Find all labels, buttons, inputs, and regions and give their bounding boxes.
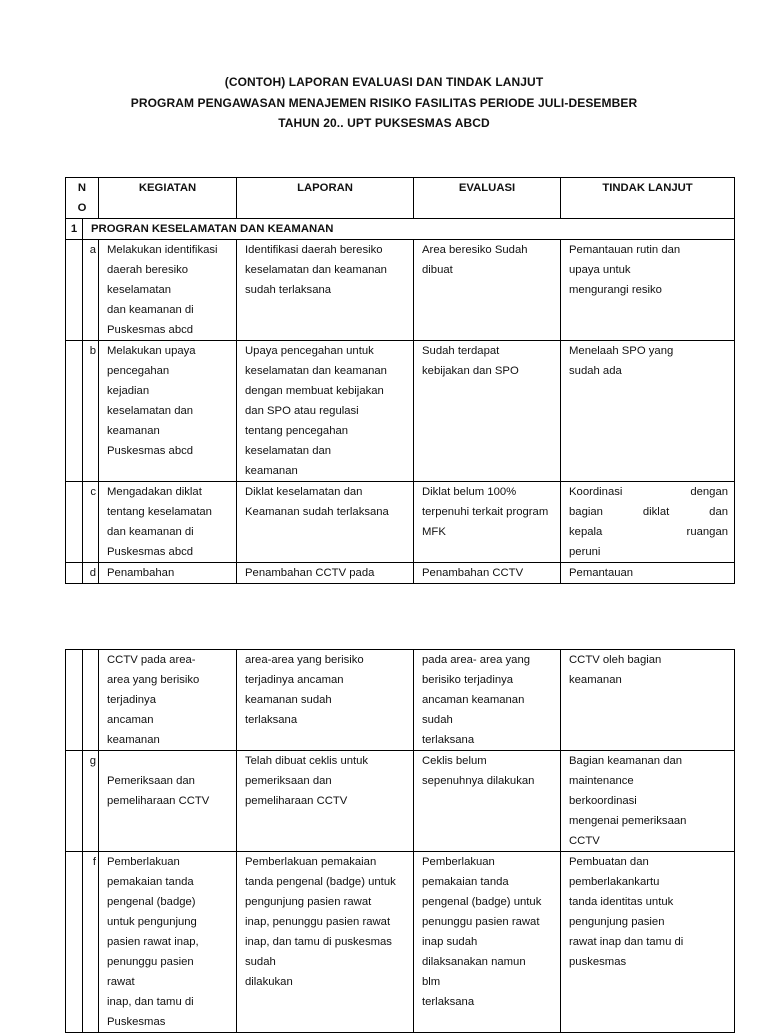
cell-tindak <box>561 240 735 341</box>
row-letter: c <box>83 482 99 563</box>
cell-kegiatan <box>99 650 237 751</box>
cell-line: peruni <box>569 546 601 558</box>
cell-line: Pembuatan dan <box>569 856 649 868</box>
header-no <box>66 178 99 219</box>
cell-line: tentang pencegahan <box>245 425 349 437</box>
cell-line: puskesmas <box>569 956 627 968</box>
cell-line: keselamatan <box>107 284 172 296</box>
cell-line: Upaya pencegahan untuk <box>245 345 374 357</box>
cell-line: sudah ada <box>569 365 622 377</box>
header-no-line-1: N <box>77 182 87 194</box>
row-letter: d <box>83 563 99 584</box>
row-number-cell <box>66 650 83 751</box>
cell-laporan <box>237 563 414 584</box>
cell-line: MFK <box>422 526 446 538</box>
cell-evaluasi <box>414 650 561 751</box>
cell-tindak <box>561 650 735 751</box>
cell-line: CCTV pada area- <box>107 654 196 666</box>
cell-line: keamanan <box>569 674 622 686</box>
table-header-row <box>66 178 735 219</box>
cell-line: terlaksana <box>245 714 298 726</box>
cell-line: pemakaian tanda <box>422 876 509 888</box>
cell-line: sudah <box>422 714 453 726</box>
cell-line: keselamatan dan keamanan <box>245 264 387 276</box>
cell-line: mengenai pemeriksaan <box>569 815 687 827</box>
cell-line: pengenal (badge) untuk <box>422 896 542 908</box>
cell-kegiatan <box>99 751 237 852</box>
cell-line: penunggu pasien rawat <box>422 916 540 928</box>
row-number-cell <box>66 852 83 1033</box>
cell-line: terlaksana <box>422 996 475 1008</box>
header-tindak-lanjut: TINDAK LANJUT <box>561 178 735 219</box>
evaluation-table-page-1 <box>65 177 735 584</box>
cell-line: terjadinya <box>107 694 156 706</box>
cell-line: tanda pengenal (badge) untuk <box>245 876 396 888</box>
cell-line: Bagian keamanan dan <box>569 755 683 767</box>
cell-line: Pemberlakuan <box>422 856 495 868</box>
report-title-line-2: PROGRAM PENGAWASAN MENAJEMEN RISIKO FASILITAS PERIODE JULI-DESEMBER <box>130 96 638 110</box>
cell-line: inap, dan tamu di puskesmas <box>245 936 392 948</box>
cell-evaluasi <box>414 240 561 341</box>
cell-line: Diklat keselamatan dan <box>245 486 363 498</box>
cell-line: ancaman keamanan <box>422 694 525 706</box>
cell-kegiatan <box>99 563 237 584</box>
cell-line: keamanan <box>107 425 160 437</box>
header-kegiatan: KEGIATAN <box>99 178 237 219</box>
cell-line: Menelaah SPO yang <box>569 345 674 357</box>
header-evaluasi: EVALUASI <box>414 178 561 219</box>
row-number-cell <box>66 751 83 852</box>
cell-line: daerah beresiko <box>107 264 189 276</box>
cell-line: keamanan <box>245 465 298 477</box>
cell-line: Sudah terdapat <box>422 345 500 357</box>
cell-laporan <box>237 852 414 1033</box>
cell-evaluasi <box>414 563 561 584</box>
cell-line: CCTV oleh bagian <box>569 654 662 666</box>
cell-line: penunggu pasien <box>107 956 194 968</box>
cell-line: pemeriksaan dan <box>245 775 332 787</box>
cell-line: pengenal (badge) <box>107 896 196 908</box>
cell-line: inap, penunggu pasien rawat <box>245 916 391 928</box>
cell-laporan <box>237 240 414 341</box>
cell-line: maintenance <box>569 775 634 787</box>
cell-line: Koordinasi dengan <box>569 486 729 498</box>
cell-tindak <box>561 341 735 482</box>
cell-line: dan keamanan di <box>107 304 194 316</box>
cell-line: Ceklis belum <box>422 755 487 767</box>
row-number-cell <box>66 341 83 482</box>
cell-line: pengunjung pasien <box>569 916 665 928</box>
table-row <box>66 650 735 751</box>
evaluation-table-page-2 <box>65 649 735 1033</box>
cell-line: terlaksana <box>422 734 475 746</box>
cell-line: pemberlakankartu <box>569 876 660 888</box>
cell-line: Pemantauan rutin dan <box>569 244 681 256</box>
cell-line: sudah terlaksana <box>245 284 332 296</box>
header-no-line-2: O <box>77 202 87 214</box>
cell-line: pemeliharaan CCTV <box>107 795 210 807</box>
cell-line: keselamatan dan keamanan <box>245 365 387 377</box>
cell-line: terjadinya ancaman <box>245 674 344 686</box>
cell-tindak <box>561 852 735 1033</box>
table-row <box>66 751 735 852</box>
cell-line: dan keamanan di <box>107 526 194 538</box>
cell-laporan <box>237 650 414 751</box>
cell-evaluasi <box>414 852 561 1033</box>
cell-line: ancaman <box>107 714 154 726</box>
cell-line: pemakaian tanda <box>107 876 194 888</box>
cell-line: tanda identitas untuk <box>569 896 674 908</box>
row-letter: a <box>83 240 99 341</box>
cell-line: sudah <box>245 956 276 968</box>
cell-line: dibuat <box>422 264 453 276</box>
cell-line: Pemeriksaan dan <box>107 775 195 787</box>
cell-line: Melakukan identifikasi <box>107 244 218 256</box>
cell-line: Penambahan CCTV pada <box>245 567 375 579</box>
cell-line: Penambahan <box>107 567 175 579</box>
cell-line: kepala ruangan <box>569 526 729 538</box>
section-title: PROGRAN KESELAMATAN DAN KEAMANAN <box>83 219 735 240</box>
table-row <box>66 852 735 1033</box>
section-row <box>66 219 735 240</box>
cell-line: inap, dan tamu di <box>107 996 194 1008</box>
cell-line: bagian diklat dan <box>569 506 729 518</box>
cell-laporan <box>237 341 414 482</box>
cell-evaluasi <box>414 482 561 563</box>
cell-line: keselamatan dan <box>107 405 194 417</box>
table-row <box>66 563 735 584</box>
cell-line: mengurangi resiko <box>569 284 662 296</box>
cell-line: dilakukan <box>245 976 293 988</box>
cell-line: keamanan <box>107 734 160 746</box>
cell-line: Puskesmas <box>107 1016 166 1028</box>
cell-line: pengunjung pasien rawat <box>245 896 372 908</box>
cell-line: kebijakan dan SPO <box>422 365 519 377</box>
cell-tindak <box>561 751 735 852</box>
row-number-cell <box>66 563 83 584</box>
cell-line: Pemberlakuan <box>107 856 180 868</box>
cell-line: dan SPO atau regulasi <box>245 405 359 417</box>
report-title-line-3: TAHUN 20.. UPT PUKSESMAS ABCD <box>278 116 490 130</box>
header-laporan: LAPORAN <box>237 178 414 219</box>
cell-line: Penambahan CCTV <box>422 567 524 579</box>
cell-line: sepenuhnya dilakukan <box>422 775 535 787</box>
cell-line: berkoordinasi <box>569 795 637 807</box>
cell-line: blm <box>422 976 441 988</box>
cell-line: dilaksanakan namun <box>422 956 526 968</box>
table-row <box>66 240 735 341</box>
cell-line: berisiko terjadinya <box>422 674 514 686</box>
cell-evaluasi <box>414 341 561 482</box>
cell-line: terpenuhi terkait program <box>422 506 549 518</box>
section-number: 1 <box>66 219 83 240</box>
cell-line: upaya untuk <box>569 264 631 276</box>
cell-line: dengan membuat kebijakan <box>245 385 384 397</box>
cell-line: pencegahan <box>107 365 170 377</box>
cell-line: area-area yang berisiko <box>245 654 364 666</box>
cell-line: tentang keselamatan <box>107 506 212 518</box>
cell-line: Melakukan upaya <box>107 345 196 357</box>
table-row <box>66 341 735 482</box>
cell-line: Pemantauan <box>569 567 634 579</box>
cell-line: Pemberlakuan pemakaian <box>245 856 377 868</box>
row-number-cell <box>66 482 83 563</box>
cell-line: kejadian <box>107 385 150 397</box>
cell-line: CCTV <box>569 835 600 847</box>
cell-evaluasi <box>414 751 561 852</box>
cell-line: Diklat belum 100% <box>422 486 517 498</box>
table-row <box>66 482 735 563</box>
cell-line: Keamanan sudah terlaksana <box>245 506 389 518</box>
cell-line: pasien rawat inap, <box>107 936 199 948</box>
cell-line: rawat <box>107 976 135 988</box>
cell-line: area yang berisiko <box>107 674 200 686</box>
cell-line: Puskesmas abcd <box>107 445 194 457</box>
cell-line: untuk pengunjung <box>107 916 197 928</box>
cell-tindak <box>561 482 735 563</box>
cell-kegiatan <box>99 482 237 563</box>
cell-line: Telah dibuat ceklis untuk <box>245 755 369 767</box>
row-letter: b <box>83 341 99 482</box>
cell-line: Area beresiko Sudah <box>422 244 528 256</box>
cell-line: rawat inap dan tamu di <box>569 936 684 948</box>
cell-line: inap sudah <box>422 936 478 948</box>
cell-line: Identifikasi daerah beresiko <box>245 244 383 256</box>
report-title-line-1: (CONTOH) LAPORAN EVALUASI DAN TINDAK LANJUT <box>224 75 544 89</box>
row-number-cell <box>66 240 83 341</box>
cell-line: Puskesmas abcd <box>107 546 194 558</box>
cell-line: keamanan sudah <box>245 694 332 706</box>
cell-line: pemeliharaan CCTV <box>245 795 348 807</box>
row-letter <box>83 650 99 751</box>
cell-laporan <box>237 482 414 563</box>
cell-line <box>107 751 236 771</box>
row-letter: f <box>83 852 99 1033</box>
cell-line: Puskesmas abcd <box>107 324 194 336</box>
cell-tindak <box>561 563 735 584</box>
cell-line: Mengadakan diklat <box>107 486 202 498</box>
row-letter: g <box>83 751 99 852</box>
cell-line: keselamatan dan <box>245 445 332 457</box>
cell-laporan <box>237 751 414 852</box>
cell-line: pada area- area yang <box>422 654 531 666</box>
cell-kegiatan <box>99 852 237 1033</box>
cell-kegiatan <box>99 341 237 482</box>
cell-kegiatan <box>99 240 237 341</box>
